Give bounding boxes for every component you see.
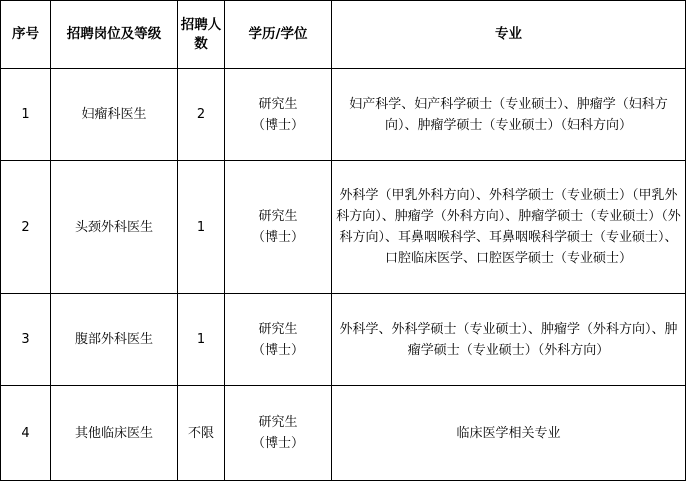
cell-position: 其他临床医生	[51, 386, 178, 481]
cell-index: 4	[1, 386, 51, 481]
cell-position: 头颈外科医生	[51, 161, 178, 294]
header-position: 招聘岗位及等级	[51, 1, 178, 69]
cell-major: 外科学、外科学硕士（专业硕士）、肿瘤学（外科方向）、肿瘤学硕士（专业硕士）（外科方向）	[332, 294, 686, 386]
header-major: 专业	[332, 1, 686, 69]
cell-major: 临床医学相关专业	[332, 386, 686, 481]
cell-index: 3	[1, 294, 51, 386]
cell-index: 2	[1, 161, 51, 294]
table-row	[1, 294, 686, 386]
header-index: 序号	[1, 1, 51, 69]
cell-position: 妇瘤科医生	[51, 69, 178, 161]
cell-index: 1	[1, 69, 51, 161]
cell-position: 腹部外科医生	[51, 294, 178, 386]
cell-major: 外科学（甲乳外科方向）、外科学硕士（专业硕士）（甲乳外科方向）、肿瘤学（外科方向）、肿瘤学硕士（专业硕士）（外科方向）、耳鼻咽喉科学、耳鼻咽喉科学硕士（专业硕士）、口腔临床医学、口腔医学硕士（专业硕士）	[332, 161, 686, 294]
cell-count: 1	[178, 161, 225, 294]
cell-count: 不限	[178, 386, 225, 481]
header-degree: 学历/学位	[225, 1, 332, 69]
header-count: 招聘人数	[178, 1, 225, 69]
cell-major: 妇产科学、妇产科学硕士（专业硕士）、肿瘤学（妇科方向）、肿瘤学硕士（专业硕士）（妇科方向）	[332, 69, 686, 161]
table-row	[1, 161, 686, 294]
cell-count: 1	[178, 294, 225, 386]
cell-degree: 研究生（博士）	[225, 161, 332, 294]
cell-degree: 研究生（博士）	[225, 294, 332, 386]
table-row	[1, 386, 686, 481]
cell-degree: 研究生（博士）	[225, 386, 332, 481]
cell-degree: 研究生（博士）	[225, 69, 332, 161]
table-row	[1, 69, 686, 161]
table-header-row	[1, 1, 686, 69]
cell-count: 2	[178, 69, 225, 161]
